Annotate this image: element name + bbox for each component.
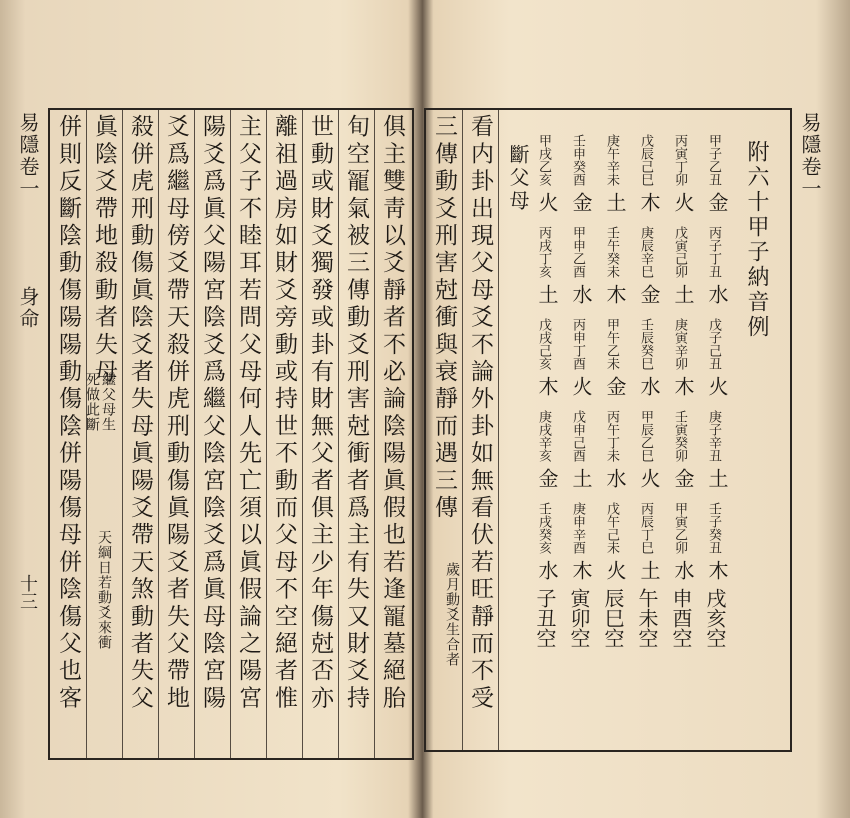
nayin-pair: 丙寅丁卯 [672, 134, 687, 186]
left-note-2: 死做此斷 [84, 372, 100, 432]
nayin-pair: 庚子辛丑 [706, 410, 721, 462]
nayin-element: 火 [671, 192, 695, 212]
kong-cell: 申酉空 [669, 588, 693, 648]
nayin-cell [696, 502, 730, 594]
nayin-pair: 甲辰乙巳 [638, 410, 653, 462]
kong-cell: 戌亥空 [703, 588, 727, 648]
left-col-3: 世動或財爻獨發或卦有財無父者俱主少年傷尅否亦 [307, 114, 333, 713]
nayin-pair: 丙申丁酉 [570, 318, 585, 370]
nayin-element: 土 [569, 468, 593, 488]
nayin-cell [526, 226, 560, 318]
nayin-pair: 戊午己未 [604, 502, 619, 554]
nayin-cell [560, 410, 594, 502]
nayin-cell [628, 410, 662, 502]
nayin-element: 木 [671, 376, 695, 396]
kong-cell: 寅卯空 [567, 588, 591, 648]
nayin-element: 火 [569, 376, 593, 396]
nayin-pair: 壬戌癸亥 [536, 502, 551, 554]
kong-cell: 子丑空 [533, 588, 557, 648]
nayin-pair: 甲申乙酉 [570, 226, 585, 278]
nayin-cell [560, 226, 594, 318]
left-col-6: 陽爻爲眞父陽宮陰爻爲繼父陰宮陰爻爲眞母陰宮陽 [199, 114, 225, 713]
nayin-pair: 戊戌己亥 [536, 318, 551, 370]
nayin-cell [696, 318, 730, 410]
right-text-frame [424, 108, 792, 752]
left-note-3: 天綱日若動爻來衝 [96, 530, 112, 650]
nayin-element: 金 [569, 192, 593, 212]
nayin-heading: 附六十甲子納音例 [744, 140, 769, 340]
nayin-pair: 戊子己丑 [706, 318, 721, 370]
nayin-cell [662, 134, 696, 226]
right-col-1: 看内卦出現父母爻不論外卦如無看伏若旺靜而不受 [467, 114, 493, 713]
nayin-element: 金 [671, 468, 695, 488]
nayin-element: 金 [705, 192, 729, 212]
left-col-4: 離祖過房如財爻旁動或持世不動而父母不空絕者惟 [271, 114, 297, 713]
kong-cell: 午未空 [635, 588, 659, 648]
left-page-number: 十三 [17, 574, 38, 610]
nayin-element: 水 [671, 560, 695, 580]
nayin-pair: 庚辰辛巳 [638, 226, 653, 278]
right-col-2: 三傳動爻刑害尅衝與衰靜而遇三傳 [431, 114, 457, 522]
nayin-cell [594, 502, 628, 594]
nayin-pair: 甲寅乙卯 [672, 502, 687, 554]
left-col-1: 俱主雙靑以爻靜者不必論陰陽眞假也若逢𠖥墓絕胎 [379, 114, 405, 713]
nayin-cell [594, 410, 628, 502]
kong-cell: 辰巳空 [601, 588, 625, 648]
nayin-pair: 壬申癸酉 [570, 134, 585, 186]
nayin-cell [662, 410, 696, 502]
nayin-pair: 戊申己酉 [570, 410, 585, 462]
nayin-pair: 丙辰丁巳 [638, 502, 653, 554]
nayin-element: 水 [637, 376, 661, 396]
nayin-pair: 丙午丁未 [604, 410, 619, 462]
nayin-cell [594, 134, 628, 226]
nayin-cell [594, 226, 628, 318]
nayin-pair: 壬子癸丑 [706, 502, 721, 554]
nayin-element: 木 [637, 192, 661, 212]
nayin-element: 土 [705, 468, 729, 488]
nayin-pair: 壬寅癸卯 [672, 410, 687, 462]
nayin-cell [662, 502, 696, 594]
left-page [0, 0, 418, 818]
nayin-element: 水 [705, 284, 729, 304]
nayin-element: 木 [535, 376, 559, 396]
kong-row [518, 588, 730, 738]
nayin-element: 火 [637, 468, 661, 488]
nayin-cell [696, 226, 730, 318]
nayin-element: 水 [535, 560, 559, 580]
nayin-element: 土 [535, 284, 559, 304]
right-note: 歲月動爻生合者 [444, 562, 460, 667]
nayin-cell [560, 134, 594, 226]
nayin-cell [526, 502, 560, 594]
nayin-pair: 戊寅己卯 [672, 226, 687, 278]
left-text-frame [48, 108, 414, 760]
nayin-element: 金 [535, 468, 559, 488]
nayin-cell [696, 410, 730, 502]
nayin-cell [628, 318, 662, 410]
nayin-cell [628, 226, 662, 318]
nayin-cell [628, 134, 662, 226]
right-subheading: 斷父母 [506, 144, 530, 213]
nayin-pair: 丙子丁丑 [706, 226, 721, 278]
nayin-element: 土 [637, 560, 661, 580]
left-col-8: 殺併虎刑動傷眞陰爻者失母眞陽爻帶天煞動者失父 [127, 114, 153, 713]
nayin-cell [526, 410, 560, 502]
nayin-element: 水 [569, 284, 593, 304]
nayin-element: 火 [535, 192, 559, 212]
left-col-10: 併則反斷陰動傷陽陽動傷陰併陽傷母併陰傷父也客 [55, 114, 81, 713]
nayin-pair: 甲午乙未 [604, 318, 619, 370]
left-col-7: 爻爲繼母傍爻帶天殺併虎刑動傷眞陽爻者失父帶地 [163, 114, 189, 713]
nayin-cell [526, 318, 560, 410]
nayin-element: 土 [671, 284, 695, 304]
left-margin-section: 身命 [16, 286, 40, 330]
left-col-9: 眞陰爻帶地殺動者失母 [91, 114, 117, 386]
nayin-element: 木 [705, 560, 729, 580]
nayin-element: 木 [603, 284, 627, 304]
nayin-pair: 庚寅辛卯 [672, 318, 687, 370]
nayin-pair: 庚申辛酉 [570, 502, 585, 554]
right-margin-title: 易隱卷一 [798, 112, 822, 200]
nayin-element: 火 [603, 560, 627, 580]
left-margin-title: 易隱卷一 [16, 112, 40, 200]
nayin-pair: 壬午癸未 [604, 226, 619, 278]
left-col-2: 旬空𠖥氣被三傳動爻刑害尅衝者爲主有失又財爻持 [343, 114, 369, 713]
nayin-cell [560, 318, 594, 410]
nayin-element: 火 [705, 376, 729, 396]
nayin-pair: 庚戌辛亥 [536, 410, 551, 462]
left-col-5: 主父子不睦耳若問父母何人先亡須以眞假論之陽宮 [235, 114, 261, 713]
nayin-pair: 甲戌乙亥 [536, 134, 551, 186]
nayin-element: 金 [603, 376, 627, 396]
nayin-pair: 壬辰癸巳 [638, 318, 653, 370]
right-page [418, 0, 850, 818]
nayin-pair: 庚午辛未 [604, 134, 619, 186]
nayin-cell [560, 502, 594, 594]
nayin-cell [662, 226, 696, 318]
nayin-element: 金 [637, 284, 661, 304]
nayin-pair: 甲子乙丑 [706, 134, 721, 186]
nayin-cell [696, 134, 730, 226]
nayin-cell [594, 318, 628, 410]
left-note-1: 繼父母生 [100, 372, 116, 432]
nayin-pair: 丙戌丁亥 [536, 226, 551, 278]
nayin-cell [628, 502, 662, 594]
nayin-element: 土 [603, 192, 627, 212]
nayin-element: 木 [569, 560, 593, 580]
nayin-element: 水 [603, 468, 627, 488]
nayin-cell [526, 134, 560, 226]
nayin-cell [662, 318, 696, 410]
nayin-table [518, 134, 730, 594]
nayin-pair: 戊辰己巳 [638, 134, 653, 186]
